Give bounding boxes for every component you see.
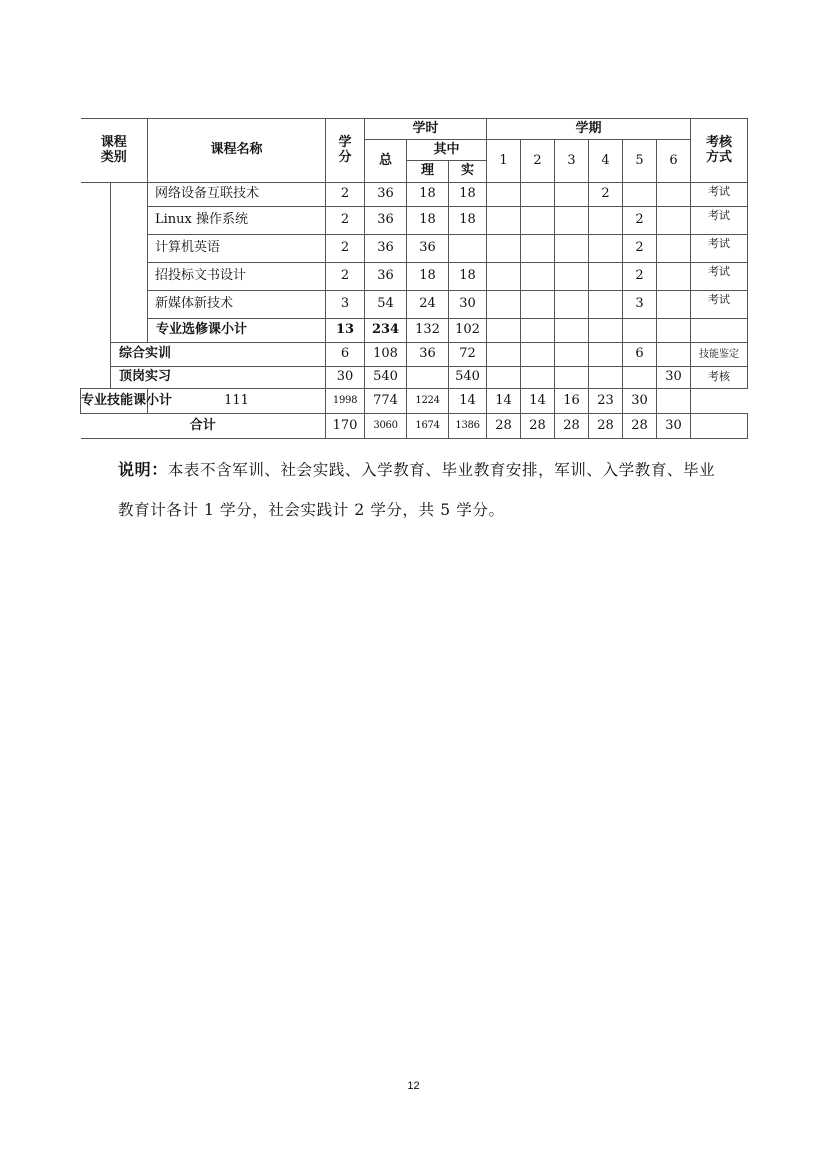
sem-cell bbox=[555, 235, 589, 263]
sem-cell: 30 bbox=[623, 389, 657, 414]
sem-cell: 3 bbox=[623, 291, 657, 319]
sem-cell bbox=[555, 319, 589, 343]
sem-cell bbox=[487, 343, 521, 367]
header-assessment: 考核 方式 bbox=[691, 119, 748, 183]
header-semester: 学期 bbox=[487, 119, 691, 140]
sem-cell bbox=[521, 367, 555, 389]
practice-cell bbox=[449, 235, 487, 263]
sem-cell bbox=[521, 291, 555, 319]
header-row-1 bbox=[81, 119, 748, 140]
course-name: 计算机英语 bbox=[148, 235, 326, 263]
sem-cell bbox=[487, 291, 521, 319]
total-cell: 36 bbox=[365, 207, 407, 235]
header-sem-5: 5 bbox=[623, 140, 657, 183]
skill-subtotal-label: 专业技能课小计 bbox=[81, 389, 148, 414]
sem-cell bbox=[657, 343, 691, 367]
header-course-name: 课程名称 bbox=[148, 119, 326, 183]
sem-cell bbox=[555, 367, 589, 389]
sem-cell bbox=[657, 319, 691, 343]
course-name: Linux 操作系统 bbox=[148, 207, 326, 235]
sem-cell bbox=[623, 319, 657, 343]
assess-cell: 考试 bbox=[691, 207, 748, 235]
assess-cell: 考试 bbox=[691, 263, 748, 291]
assess-cell bbox=[691, 414, 748, 439]
sem-cell: 2 bbox=[623, 207, 657, 235]
sem-cell bbox=[521, 183, 555, 207]
header-sem-4: 4 bbox=[589, 140, 623, 183]
theory-cell: 774 bbox=[365, 389, 407, 414]
assess-cell bbox=[691, 319, 748, 343]
theory-cell: 18 bbox=[407, 263, 449, 291]
sem-cell bbox=[555, 343, 589, 367]
sem-cell bbox=[589, 207, 623, 235]
practice-cell: 30 bbox=[449, 291, 487, 319]
note-text: 本表不含军训、社会实践、入学教育、毕业教育安排，军训、入学教育、毕业教育计各计 1 学分，社会实践计 2 学分，共 5 学分。 bbox=[118, 461, 716, 519]
sem-cell bbox=[521, 207, 555, 235]
sem-cell: 2 bbox=[623, 235, 657, 263]
sem-cell: 2 bbox=[623, 263, 657, 291]
sem-cell bbox=[555, 207, 589, 235]
table-row bbox=[81, 235, 748, 263]
practice-cell: 18 bbox=[449, 183, 487, 207]
total-cell: 1998 bbox=[326, 389, 365, 414]
sem-cell bbox=[623, 367, 657, 389]
header-category: 课程 类别 bbox=[81, 119, 148, 183]
subcategory-blank bbox=[111, 183, 148, 343]
total-cell: 36 bbox=[365, 183, 407, 207]
category-blank bbox=[81, 183, 111, 389]
internship-label: 顶岗实习 bbox=[111, 367, 326, 389]
sem-cell: 28 bbox=[623, 414, 657, 439]
sem-cell: 28 bbox=[555, 414, 589, 439]
skill-subtotal-row bbox=[81, 389, 748, 414]
total-cell: 108 bbox=[365, 343, 407, 367]
header-hours: 学时 bbox=[365, 119, 487, 140]
theory-cell: 132 bbox=[407, 319, 449, 343]
sem-cell bbox=[589, 367, 623, 389]
credit-cell: 2 bbox=[326, 183, 365, 207]
theory-cell: 18 bbox=[407, 183, 449, 207]
assess-cell: 考核 bbox=[691, 367, 748, 389]
sem-cell: 14 bbox=[487, 389, 521, 414]
table-row bbox=[81, 207, 748, 235]
credit-cell: 30 bbox=[326, 367, 365, 389]
sem-cell bbox=[487, 367, 521, 389]
sem-cell: 23 bbox=[589, 389, 623, 414]
total-cell: 234 bbox=[365, 319, 407, 343]
explanatory-note bbox=[118, 450, 728, 530]
elective-subtotal-label: 专业选修课小计 bbox=[148, 319, 326, 343]
theory-cell: 1674 bbox=[407, 414, 449, 439]
sem-cell bbox=[521, 343, 555, 367]
practice-cell: 18 bbox=[449, 207, 487, 235]
header-of-which: 其中 bbox=[407, 140, 487, 161]
sem-cell: 6 bbox=[623, 343, 657, 367]
table-row bbox=[81, 183, 748, 207]
assess-cell: 考试 bbox=[691, 235, 748, 263]
theory-cell: 18 bbox=[407, 207, 449, 235]
header-sem-1: 1 bbox=[487, 140, 521, 183]
sem-cell: 28 bbox=[521, 414, 555, 439]
credit-cell: 111 bbox=[148, 389, 326, 414]
sem-cell bbox=[657, 207, 691, 235]
sem-cell bbox=[487, 319, 521, 343]
table-row bbox=[81, 291, 748, 319]
credit-cell: 3 bbox=[326, 291, 365, 319]
sem-cell bbox=[487, 235, 521, 263]
sem-cell bbox=[657, 183, 691, 207]
header-credit: 学 分 bbox=[326, 119, 365, 183]
theory-cell bbox=[407, 367, 449, 389]
sem-cell: 28 bbox=[487, 414, 521, 439]
credit-cell: 2 bbox=[326, 263, 365, 291]
sem-cell bbox=[555, 183, 589, 207]
theory-cell: 36 bbox=[407, 235, 449, 263]
comprehensive-row bbox=[81, 343, 748, 367]
header-sem-3: 3 bbox=[555, 140, 589, 183]
practice-cell: 1224 bbox=[407, 389, 449, 414]
sem-cell bbox=[555, 263, 589, 291]
credit-cell: 6 bbox=[326, 343, 365, 367]
sem-cell: 14 bbox=[521, 389, 555, 414]
header-total: 总 bbox=[365, 140, 407, 183]
credit-cell: 170 bbox=[326, 414, 365, 439]
sem-cell: 28 bbox=[589, 414, 623, 439]
sem-cell bbox=[589, 235, 623, 263]
practice-cell: 1386 bbox=[449, 414, 487, 439]
theory-cell: 24 bbox=[407, 291, 449, 319]
sem-cell bbox=[487, 263, 521, 291]
grand-total-row bbox=[81, 414, 748, 439]
internship-row bbox=[81, 367, 748, 389]
sem-cell: 16 bbox=[555, 389, 589, 414]
grand-total-label: 合计 bbox=[81, 414, 326, 439]
total-cell: 3060 bbox=[365, 414, 407, 439]
credit-cell: 2 bbox=[326, 207, 365, 235]
sem-cell bbox=[657, 291, 691, 319]
practice-cell: 18 bbox=[449, 263, 487, 291]
header-theory: 理 bbox=[407, 161, 449, 183]
sem-cell bbox=[623, 183, 657, 207]
course-name: 招投标文书设计 bbox=[148, 263, 326, 291]
note-label: 说明： bbox=[118, 460, 168, 479]
credit-cell: 2 bbox=[326, 235, 365, 263]
practice-cell: 72 bbox=[449, 343, 487, 367]
header-sem-2: 2 bbox=[521, 140, 555, 183]
assess-cell: 考试 bbox=[691, 291, 748, 319]
header-sem-6: 6 bbox=[657, 140, 691, 183]
curriculum-table bbox=[80, 118, 748, 439]
sem-cell bbox=[657, 263, 691, 291]
course-name: 新媒体新技术 bbox=[148, 291, 326, 319]
total-cell: 540 bbox=[365, 367, 407, 389]
sem-cell bbox=[521, 263, 555, 291]
table-row bbox=[81, 263, 748, 291]
header-practice: 实 bbox=[449, 161, 487, 183]
sem-cell: 30 bbox=[657, 414, 691, 439]
practice-cell: 540 bbox=[449, 367, 487, 389]
sem-cell: 30 bbox=[657, 367, 691, 389]
total-cell: 36 bbox=[365, 235, 407, 263]
elective-subtotal-row bbox=[81, 319, 748, 343]
sem-cell bbox=[657, 235, 691, 263]
sem-cell bbox=[589, 291, 623, 319]
sem-cell bbox=[589, 343, 623, 367]
sem-cell: 2 bbox=[589, 183, 623, 207]
comprehensive-label: 综合实训 bbox=[111, 343, 326, 367]
assess-cell bbox=[657, 389, 691, 414]
sem-cell bbox=[555, 291, 589, 319]
page-number: 12 bbox=[407, 1080, 420, 1092]
course-name: 网络设备互联技术 bbox=[148, 183, 326, 207]
assess-cell: 考试 bbox=[691, 183, 748, 207]
credit-cell: 13 bbox=[326, 319, 365, 343]
sem-cell bbox=[487, 207, 521, 235]
sem-cell bbox=[521, 235, 555, 263]
total-cell: 36 bbox=[365, 263, 407, 291]
theory-cell: 36 bbox=[407, 343, 449, 367]
sem-cell bbox=[589, 263, 623, 291]
sem-cell: 14 bbox=[449, 389, 487, 414]
practice-cell: 102 bbox=[449, 319, 487, 343]
sem-cell bbox=[521, 319, 555, 343]
total-cell: 54 bbox=[365, 291, 407, 319]
assess-cell: 技能鉴定 bbox=[691, 343, 748, 367]
sem-cell bbox=[487, 183, 521, 207]
sem-cell bbox=[589, 319, 623, 343]
